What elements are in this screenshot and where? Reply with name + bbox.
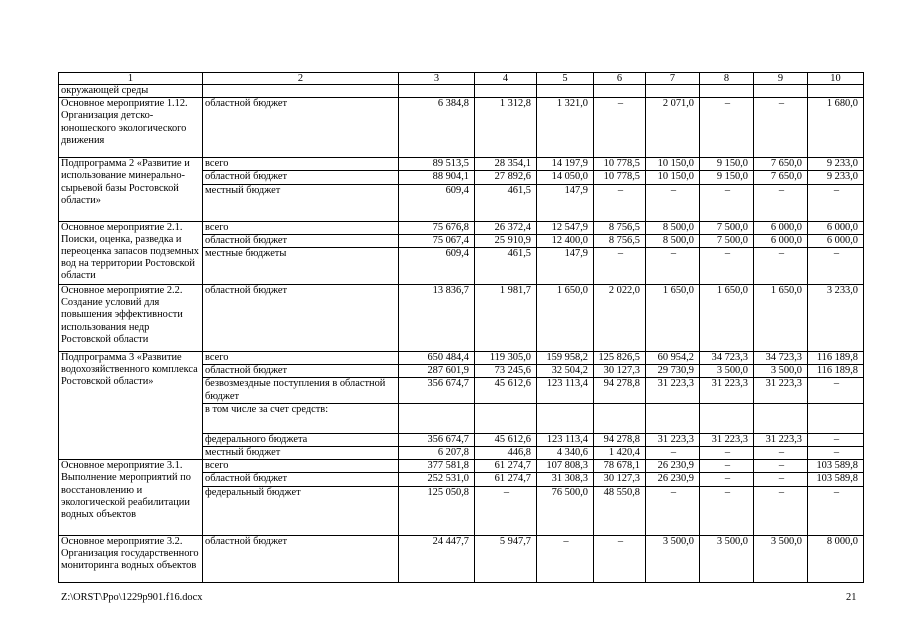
- value-cell: 31 308,3: [537, 473, 594, 486]
- value-cell: 1 420,4: [594, 447, 646, 460]
- funding-source: федерального бюджета: [203, 433, 399, 446]
- value-cell: –: [700, 486, 754, 535]
- value-cell: 3 233,0: [808, 285, 864, 352]
- empty-cell: [700, 85, 754, 98]
- value-cell: 30 127,3: [594, 365, 646, 378]
- value-cell: –: [700, 98, 754, 158]
- value-cell: –: [754, 98, 808, 158]
- value-cell: 45 612,6: [475, 378, 537, 403]
- funding-source: областной бюджет: [203, 473, 399, 486]
- empty-cell: [808, 85, 864, 98]
- value-cell: –: [700, 184, 754, 221]
- value-cell: 1 981,7: [475, 285, 537, 352]
- value-cell: 119 305,0: [475, 352, 537, 365]
- value-cell: –: [646, 447, 700, 460]
- activity-name: Основное мероприятие 3.2. Организация государственного мониторинга водных объектов: [59, 535, 203, 582]
- value-cell: 10 778,5: [594, 171, 646, 184]
- empty-cell: [537, 85, 594, 98]
- value-cell: 9 233,0: [808, 158, 864, 171]
- value-cell: 32 504,2: [537, 365, 594, 378]
- column-header: 9: [754, 73, 808, 85]
- column-header: 2: [203, 73, 399, 85]
- funding-source: безвозмездные поступления в областной бюджет: [203, 378, 399, 403]
- funding-source: федеральный бюджет: [203, 486, 399, 535]
- page-number: 21: [846, 592, 857, 603]
- value-cell: 61 274,7: [475, 460, 537, 473]
- value-cell: 25 910,9: [475, 234, 537, 247]
- value-cell: 10 778,5: [594, 158, 646, 171]
- activity-name: Подпрограмма 3 «Развитие водохозяйственного комплекса Ростовской области»: [59, 352, 203, 460]
- value-cell: 1 680,0: [808, 98, 864, 158]
- value-cell: 31 223,3: [700, 378, 754, 403]
- value-cell: 147,9: [537, 248, 594, 285]
- value-cell: 1 650,0: [754, 285, 808, 352]
- value-cell: 3 500,0: [700, 535, 754, 582]
- column-header: 1: [59, 73, 203, 85]
- value-cell: [537, 403, 594, 433]
- value-cell: 31 223,3: [754, 433, 808, 446]
- funding-source: всего: [203, 352, 399, 365]
- value-cell: –: [808, 184, 864, 221]
- value-cell: 8 500,0: [646, 221, 700, 234]
- value-cell: –: [646, 184, 700, 221]
- value-cell: 73 245,6: [475, 365, 537, 378]
- value-cell: 89 513,5: [399, 158, 475, 171]
- value-cell: 356 674,7: [399, 378, 475, 403]
- value-cell: 103 589,8: [808, 460, 864, 473]
- table-header-row: [59, 73, 864, 85]
- table-row: [59, 221, 864, 234]
- funding-source: областной бюджет: [203, 171, 399, 184]
- value-cell: 6 384,8: [399, 98, 475, 158]
- value-cell: 34 723,3: [754, 352, 808, 365]
- value-cell: [646, 403, 700, 433]
- value-cell: 1 650,0: [537, 285, 594, 352]
- value-cell: 650 484,4: [399, 352, 475, 365]
- value-cell: 78 678,1: [594, 460, 646, 473]
- value-cell: 61 274,7: [475, 473, 537, 486]
- value-cell: 3 500,0: [700, 365, 754, 378]
- value-cell: 116 189,8: [808, 352, 864, 365]
- value-cell: 31 223,3: [646, 378, 700, 403]
- empty-cell: [475, 85, 537, 98]
- funding-source: областной бюджет: [203, 365, 399, 378]
- table-row: [59, 460, 864, 473]
- value-cell: –: [700, 248, 754, 285]
- value-cell: 6 207,8: [399, 447, 475, 460]
- value-cell: 461,5: [475, 248, 537, 285]
- value-cell: 7 650,0: [754, 171, 808, 184]
- value-cell: 14 197,9: [537, 158, 594, 171]
- value-cell: –: [754, 460, 808, 473]
- value-cell: –: [700, 473, 754, 486]
- value-cell: 6 000,0: [808, 221, 864, 234]
- value-cell: 31 223,3: [646, 433, 700, 446]
- funding-source: местные бюджеты: [203, 248, 399, 285]
- value-cell: 31 223,3: [700, 433, 754, 446]
- value-cell: 12 547,9: [537, 221, 594, 234]
- value-cell: –: [808, 248, 864, 285]
- value-cell: –: [808, 447, 864, 460]
- value-cell: 10 150,0: [646, 158, 700, 171]
- column-header: 10: [808, 73, 864, 85]
- table-row: [59, 98, 864, 158]
- value-cell: 29 730,9: [646, 365, 700, 378]
- funding-source: всего: [203, 460, 399, 473]
- value-cell: 7 500,0: [700, 221, 754, 234]
- table-row: [59, 352, 864, 365]
- value-cell: –: [754, 447, 808, 460]
- value-cell: –: [808, 433, 864, 446]
- activity-name: Подпрограмма 2 «Развитие и использование минерально-сырьевой базы Ростовской области»: [59, 158, 203, 221]
- column-header: 3: [399, 73, 475, 85]
- value-cell: 3 500,0: [754, 535, 808, 582]
- value-cell: 123 113,4: [537, 378, 594, 403]
- value-cell: –: [646, 486, 700, 535]
- funding-source: местный бюджет: [203, 184, 399, 221]
- value-cell: 287 601,9: [399, 365, 475, 378]
- empty-cell: [399, 85, 475, 98]
- empty-cell: [754, 85, 808, 98]
- funding-source: всего: [203, 221, 399, 234]
- value-cell: 8 756,5: [594, 234, 646, 247]
- activity-name: Основное мероприятие 3.1. Выполнение мероприятий по восстановлению и экологической реабилитации водных объектов: [59, 460, 203, 535]
- value-cell: 446,8: [475, 447, 537, 460]
- value-cell: 6 000,0: [808, 234, 864, 247]
- value-cell: 45 612,6: [475, 433, 537, 446]
- value-cell: 159 958,2: [537, 352, 594, 365]
- table-row: [59, 85, 864, 98]
- empty-cell: [594, 85, 646, 98]
- value-cell: 1 650,0: [700, 285, 754, 352]
- value-cell: –: [594, 98, 646, 158]
- value-cell: 75 676,8: [399, 221, 475, 234]
- funding-source: всего: [203, 158, 399, 171]
- value-cell: 7 500,0: [700, 234, 754, 247]
- column-header: 5: [537, 73, 594, 85]
- value-cell: 116 189,8: [808, 365, 864, 378]
- value-cell: 3 500,0: [646, 535, 700, 582]
- value-cell: 31 223,3: [754, 378, 808, 403]
- table-row: [59, 158, 864, 171]
- value-cell: 8 756,5: [594, 221, 646, 234]
- value-cell: 48 550,8: [594, 486, 646, 535]
- value-cell: –: [808, 378, 864, 403]
- value-cell: 60 954,2: [646, 352, 700, 365]
- value-cell: 107 808,3: [537, 460, 594, 473]
- value-cell: 26 230,9: [646, 473, 700, 486]
- value-cell: 609,4: [399, 248, 475, 285]
- value-cell: 94 278,8: [594, 433, 646, 446]
- value-cell: [700, 403, 754, 433]
- funding-source: областной бюджет: [203, 98, 399, 158]
- value-cell: 34 723,3: [700, 352, 754, 365]
- value-cell: 9 150,0: [700, 171, 754, 184]
- value-cell: –: [700, 447, 754, 460]
- value-cell: 103 589,8: [808, 473, 864, 486]
- value-cell: 4 340,6: [537, 447, 594, 460]
- value-cell: 461,5: [475, 184, 537, 221]
- value-cell: 28 354,1: [475, 158, 537, 171]
- value-cell: 26 230,9: [646, 460, 700, 473]
- value-cell: 8 000,0: [808, 535, 864, 582]
- funding-source: в том числе за счет средств:: [203, 403, 399, 433]
- value-cell: –: [594, 248, 646, 285]
- column-header: 8: [700, 73, 754, 85]
- value-cell: 3 500,0: [754, 365, 808, 378]
- funding-source: областной бюджет: [203, 234, 399, 247]
- table-row: [59, 535, 864, 582]
- value-cell: 9 233,0: [808, 171, 864, 184]
- value-cell: 1 650,0: [646, 285, 700, 352]
- value-cell: 9 150,0: [700, 158, 754, 171]
- value-cell: 6 000,0: [754, 234, 808, 247]
- column-header: 6: [594, 73, 646, 85]
- value-cell: 609,4: [399, 184, 475, 221]
- value-cell: 94 278,8: [594, 378, 646, 403]
- value-cell: 10 150,0: [646, 171, 700, 184]
- value-cell: 76 500,0: [537, 486, 594, 535]
- value-cell: 8 500,0: [646, 234, 700, 247]
- value-cell: 377 581,8: [399, 460, 475, 473]
- value-cell: 252 531,0: [399, 473, 475, 486]
- column-header: 4: [475, 73, 537, 85]
- value-cell: 12 400,0: [537, 234, 594, 247]
- value-cell: [399, 403, 475, 433]
- value-cell: 14 050,0: [537, 171, 594, 184]
- activity-name: Основное мероприятие 2.2. Создание условий для повышения эффективности использования недр Ростовской области: [59, 285, 203, 352]
- value-cell: –: [754, 184, 808, 221]
- value-cell: 7 650,0: [754, 158, 808, 171]
- value-cell: –: [594, 535, 646, 582]
- funding-source: областной бюджет: [203, 535, 399, 582]
- value-cell: 27 892,6: [475, 171, 537, 184]
- funding-source: областной бюджет: [203, 285, 399, 352]
- value-cell: [594, 403, 646, 433]
- value-cell: 2 022,0: [594, 285, 646, 352]
- value-cell: –: [754, 248, 808, 285]
- value-cell: 26 372,4: [475, 221, 537, 234]
- value-cell: –: [700, 460, 754, 473]
- budget-table: [58, 72, 864, 583]
- value-cell: 75 067,4: [399, 234, 475, 247]
- value-cell: –: [594, 184, 646, 221]
- value-cell: [808, 403, 864, 433]
- table-row: [59, 285, 864, 352]
- value-cell: 125 826,5: [594, 352, 646, 365]
- value-cell: 147,9: [537, 184, 594, 221]
- activity-name: Основное мероприятие 2.1. Поиски, оценка, разведка и переоценка запасов подземных вод на территории Ростовской области: [59, 221, 203, 284]
- empty-cell: [646, 85, 700, 98]
- value-cell: 356 674,7: [399, 433, 475, 446]
- value-cell: 1 321,0: [537, 98, 594, 158]
- value-cell: [754, 403, 808, 433]
- value-cell: –: [646, 248, 700, 285]
- activity-name: окружающей среды: [59, 85, 203, 98]
- value-cell: [475, 403, 537, 433]
- column-header: 7: [646, 73, 700, 85]
- funding-source: местный бюджет: [203, 447, 399, 460]
- value-cell: 13 836,7: [399, 285, 475, 352]
- value-cell: 88 904,1: [399, 171, 475, 184]
- activity-name: Основное мероприятие 1.12. Организация детско-юношеского экологического движения: [59, 98, 203, 158]
- value-cell: 1 312,8: [475, 98, 537, 158]
- value-cell: 5 947,7: [475, 535, 537, 582]
- value-cell: –: [475, 486, 537, 535]
- value-cell: 125 050,8: [399, 486, 475, 535]
- value-cell: –: [754, 486, 808, 535]
- empty-cell: [203, 85, 399, 98]
- value-cell: –: [754, 473, 808, 486]
- value-cell: 30 127,3: [594, 473, 646, 486]
- file-path: Z:\ORST\Ppo\1229p901.f16.docx: [61, 592, 203, 603]
- value-cell: –: [537, 535, 594, 582]
- value-cell: 123 113,4: [537, 433, 594, 446]
- value-cell: 24 447,7: [399, 535, 475, 582]
- value-cell: 2 071,0: [646, 98, 700, 158]
- value-cell: 6 000,0: [754, 221, 808, 234]
- value-cell: –: [808, 486, 864, 535]
